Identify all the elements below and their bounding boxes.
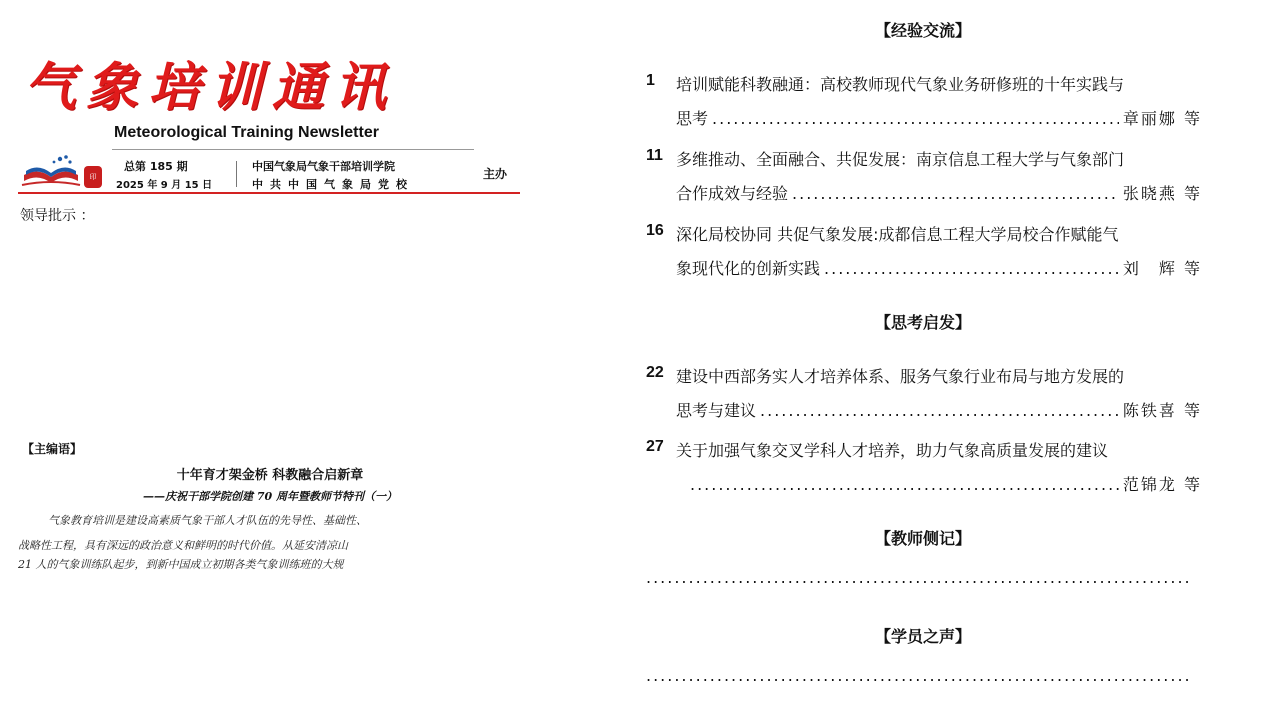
toc-leader-dots [690,475,1119,494]
masthead-title: 气象培训通讯 [24,57,397,118]
toc-entry-title-cont: 思考 [676,109,709,128]
host-label: 主办 [483,167,508,181]
masthead-subtitle-en: Meteorological Training Newsletter [114,124,379,141]
masthead-red-rule [18,192,520,194]
toc-leader-dots [760,401,1119,420]
toc-entry-title-cont: 思考与建议 [676,401,757,420]
toc-page-number: 16 [646,222,664,239]
toc-page-number: 1 [646,72,655,89]
masthead-divider [112,149,474,150]
toc-entry-author: 陈铁喜 等 [1122,401,1202,420]
organizer-line-1: 中国气象局气象干部培训学院 [252,160,395,173]
toc-entry-author: 章丽娜 等 [1122,109,1202,128]
toc-entry-title: 关于加强气象交叉学科人才培养，助力气象高质量发展的建议 [676,441,1109,460]
toc-leader-dots [824,259,1119,278]
issue-date: 2025 年 9 月 15 日 [116,180,213,191]
editorial-title: 十年育才架金桥 科教融合启新章 [176,468,364,483]
toc-entry-title: 建设中西部务实人才培养体系、服务气象行业布局与地方发展的 [676,367,1125,386]
toc-entry-author: 范锦龙 等 [1122,475,1202,494]
section-heading-reflection: 【思考启发】 [874,313,971,332]
toc-page-number: 11 [646,147,663,164]
open-book-logo-icon [20,153,82,189]
section-heading-experience: 【经验交流】 [874,21,971,40]
toc-entry-title: 深化局校协同 共促气象发展:成都信息工程大学局校合作赋能气 [676,225,1119,244]
editorial-line: 气象教育培训是建设高素质气象干部人才队伍的先导性、基础性、 [48,514,367,527]
editorial-tag: 【主编语】 [22,442,83,456]
section-heading-student-voices: 【学员之声】 [874,627,971,646]
toc-entry-author: 刘 辉 等 [1122,259,1202,278]
toc-leader-dots [712,109,1119,128]
issue-number: 总第 185 期 [124,160,188,173]
editorial-subtitle: ——庆祝干部学院创建 70 周年暨教师节特刊（一） [143,490,397,503]
teacher-notes-dot-line [646,568,1192,587]
toc-entry-author: 张晓燕 等 [1122,184,1202,203]
leader-instructions-label: 领导批示 ： [20,208,95,224]
organizer-line-2: 中共中国气象局党校 [252,178,414,191]
toc-page-number: 27 [646,438,664,455]
student-voices-dot-line [646,666,1192,685]
toc-entry-title: 多维推动、全面融合、共促发展：南京信息工程大学与气象部门 [676,150,1125,169]
editorial-line: 战略性工程，具有深远的政治意义和鲜明的时代价值。从延安清凉山 [18,539,348,552]
toc-leader-dots [792,184,1119,203]
masthead-vertical-divider [236,161,237,187]
red-seal-icon: 印 [84,166,102,188]
section-heading-teacher-notes: 【教师侧记】 [874,529,971,548]
toc-entry-title: 培训赋能科教融通：高校教师现代气象业务研修班的十年实践与 [676,75,1125,94]
toc-entry-title-cont: 合作成效与经验 [676,184,789,203]
toc-entry-title-cont: 象现代化的创新实践 [676,259,821,278]
editorial-line: 21 人的气象训练队起步，到新中国成立初期各类气象训练班的大规 [18,558,344,571]
toc-page-number: 22 [646,364,664,381]
